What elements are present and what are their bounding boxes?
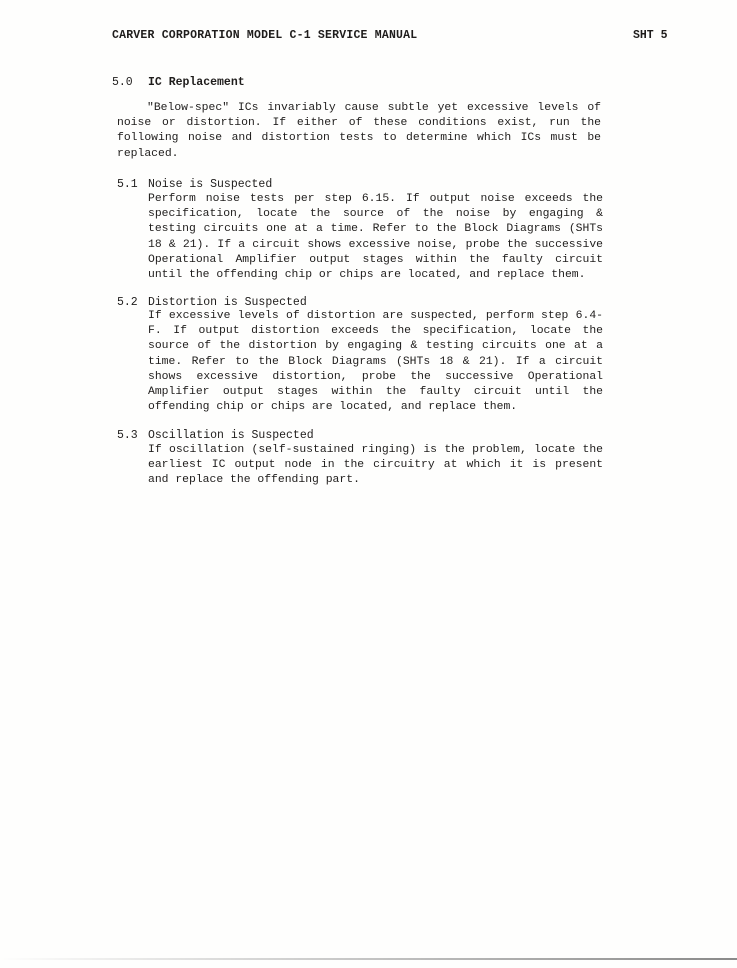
subsection-number-5-3: 5.3	[117, 429, 138, 442]
subsection-number-5-2: 5.2	[117, 296, 138, 309]
subsection-title-distortion: Distortion is Suspected	[148, 296, 307, 309]
section-number: 5.0	[112, 76, 133, 89]
subsection-body-distortion: If excessive levels of distortion are suspected, perform step 6.4-F. If output distortion exceeds the specification, locate the source of the distortion by engaging & testing circuits one at a time. Refer to the Block Diagrams (SHTs 18 & 21). If a circuit shows excessive distortion, probe the successive Operational Amplifier output stages within the faulty circuit until the offending chip or chips are located, and replace them.	[148, 310, 603, 414]
subsection-body-oscillation: If oscillation (self-sustained ringing) is the problem, locate the earliest IC output node in the circuitry at which it is present and replace the offending part.	[148, 444, 603, 487]
subsection-title-oscillation: Oscillation is Suspected	[148, 429, 314, 442]
subsection-title-noise: Noise is Suspected	[148, 178, 273, 191]
section-intro-paragraph: "Below-spec" ICs invariably cause subtle yet excessive levels of noise or distortion. If either of these conditions exist, run the following noise and distortion tests to determine which ICs must be replaced.	[117, 102, 601, 160]
subsection-body-noise: Perform noise tests per step 6.15. If output noise exceeds the specification, locate the source of the noise by engaging & testing circuits one at a time. Refer to the Block Diagrams (SHTs 18 & 21). If a circuit shows excessive noise, probe the successive Operational Amplifier output stages within the faulty circuit until the offending chip or chips are located, and replace them.	[148, 193, 603, 282]
subsection-number-5-1: 5.1	[117, 178, 138, 191]
sheet-number: SHT 5	[633, 29, 668, 42]
section-title: IC Replacement	[148, 76, 245, 89]
page-header-title: CARVER CORPORATION MODEL C-1 SERVICE MANUAL	[112, 29, 418, 42]
scan-edge-shadow	[0, 958, 737, 960]
